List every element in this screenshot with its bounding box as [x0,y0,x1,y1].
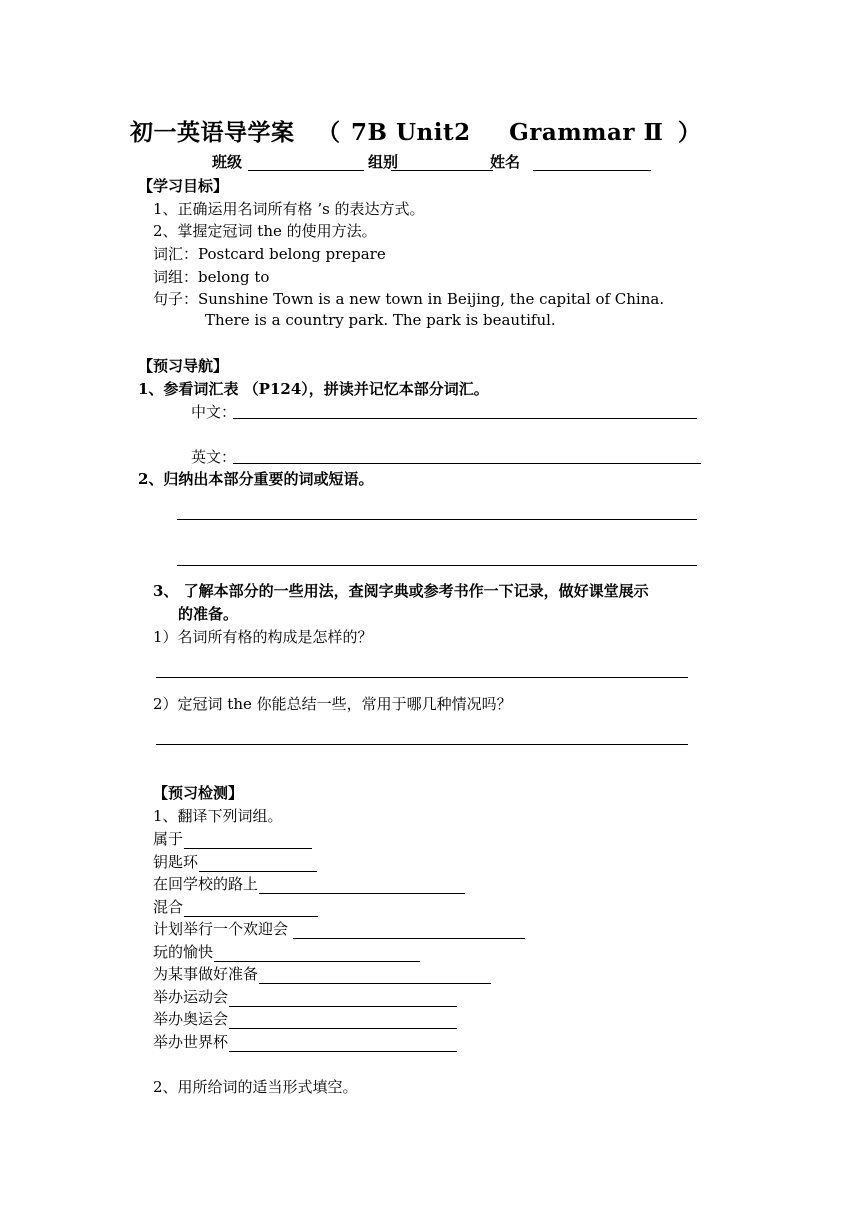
task-1-instruction: 1、翻译下列词组。 [153,807,283,825]
name-label: 姓名 [490,153,521,171]
translate-item-label: 计划举行一个欢迎会 [153,920,289,938]
phrase-words: belong to [198,268,270,286]
translate-item-label: 举办世界杯 [153,1033,229,1051]
group-label: 组别 [368,153,399,171]
translate-item-blank[interactable] [259,879,465,894]
sentence-2: There is a country park. The park is beautiful. [205,311,556,329]
translate-item [153,1008,457,1029]
translate-item [153,918,525,939]
title-grammar: Grammar Ⅱ [509,119,664,146]
translate-item-label: 玩的愉快 [153,943,214,961]
title-paren-close: ） [677,119,702,146]
translate-item [153,986,457,1007]
vocab-label: 词汇： [153,245,199,263]
translate-item-blank[interactable] [229,992,457,1007]
vocab-words: Postcard belong prepare [198,245,386,263]
sub-question-1-answer-line[interactable] [156,677,688,678]
class-blank[interactable] [248,170,364,171]
english-answer-line[interactable] [233,463,701,464]
sentence-label: 句子： [153,290,199,308]
translate-item [153,873,465,894]
group-blank[interactable] [391,170,493,171]
guide-question-1: 1、参看词汇表 （P124），拼读并记忆本部分词汇。 [138,380,489,398]
chinese-answer-line[interactable] [233,418,697,419]
translate-item-blank[interactable] [259,969,491,984]
vocab-row [153,243,386,264]
translate-item-blank[interactable] [199,857,317,872]
translate-item-label: 为某事做好准备 [153,965,259,983]
guide-question-2: 2、归纳出本部分重要的词或短语。 [138,470,374,488]
guide-question-3-line1: 3、 了解本部分的一些用法，查阅字典或参考书作一下记录，做好课堂展示 [153,582,649,600]
translate-item [153,1031,457,1052]
objectives-heading: 【学习目标】 [138,177,229,195]
task-2-instruction: 2、用所给词的适当形式填空。 [153,1078,358,1096]
translate-item-blank[interactable] [229,1014,457,1029]
preview-guide-heading: 【预习导航】 [138,357,229,375]
phrases-answer-line-1[interactable] [177,519,697,520]
sentence-row [153,288,664,309]
phrase-row [153,266,269,287]
translate-item [153,941,420,962]
sub-question-2-answer-line[interactable] [156,744,688,745]
translate-item-blank[interactable] [229,1037,457,1052]
translate-item-label: 举办奥运会 [153,1010,229,1028]
chinese-label: 中文： [191,403,237,421]
page-title [130,114,701,147]
translate-item-blank[interactable] [293,924,525,939]
class-label: 班级 [212,153,243,171]
sentence-1: Sunshine Town is a new town in Beijing, the capital of China. [198,290,665,308]
phrases-answer-line-2[interactable] [177,565,697,566]
translate-item-blank[interactable] [214,947,420,962]
translate-item [153,851,317,872]
translate-item [153,828,312,849]
translate-item-label: 举办运动会 [153,988,229,1006]
translate-item-label: 在回学校的路上 [153,875,259,893]
translate-item [153,963,491,984]
objective-item-2: 2、掌握定冠词 the 的使用方法。 [153,222,377,240]
translate-item-label: 属于 [153,830,184,848]
title-paren-open: （ [317,119,341,146]
phrase-label: 词组： [153,268,199,286]
translate-item-label: 钥匙环 [153,853,199,871]
english-label: 英文： [191,448,237,466]
translate-item-label: 混合 [153,898,184,916]
sub-question-2: 2）定冠词 the 你能总结一些，常用于哪几种情况吗？ [153,695,512,713]
name-blank[interactable] [533,170,651,171]
objective-item-1: 1、正确运用名词所有格 ’s 的表达方式。 [153,200,425,218]
title-unit: 7B Unit2 [351,119,471,146]
translate-item-blank[interactable] [184,834,312,849]
translate-item-blank[interactable] [184,902,318,917]
title-text: 初一英语导学案 [130,119,295,146]
sub-question-1: 1）名词所有格的构成是怎样的？ [153,628,373,646]
preview-check-heading: 【预习检测】 [153,784,244,802]
guide-question-3-line2: 的准备。 [178,605,239,623]
translate-item [153,896,318,917]
